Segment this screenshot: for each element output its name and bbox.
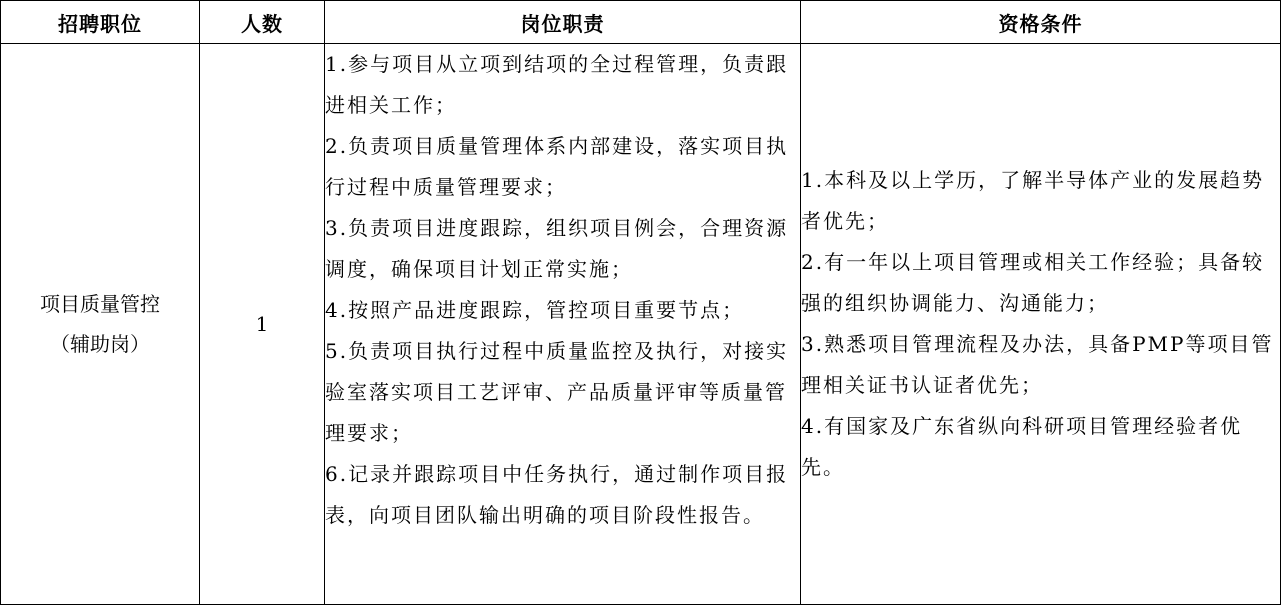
duty-item: 3.负责项目进度跟踪，组织项目例会，合理资源调度，确保项目计划正常实施； (325, 216, 789, 281)
position-subtitle: （辅助岗） (50, 332, 150, 356)
qualification-item: 3.熟悉项目管理流程及办法，具备PMP等项目管理相关证书认证者优先； (801, 332, 1274, 397)
header-count: 人数 (200, 1, 325, 44)
table-row (1, 44, 1281, 605)
qualification-item: 4.有国家及广东省纵向科研项目管理经验者优先。 (801, 414, 1243, 479)
qualification-item: 2.有一年以上项目管理或相关工作经验；具备较强的组织协调能力、沟通能力； (801, 250, 1265, 315)
position-cell (1, 44, 200, 605)
duty-item: 2.负责项目质量管理体系内部建设，落实项目执行过程中质量管理要求； (325, 134, 789, 199)
count-cell: 1 (200, 44, 325, 605)
duty-item: 4.按照产品进度跟踪，管控项目重要节点； (325, 298, 745, 322)
header-position: 招聘职位 (1, 1, 200, 44)
table-body (1, 44, 1281, 605)
table-header (1, 1, 1281, 44)
duties-cell (325, 44, 801, 605)
position-title: 项目质量管控 (40, 292, 160, 316)
qualification-item: 1.本科及以上学历，了解半导体产业的发展趋势者优先； (801, 168, 1265, 233)
header-duties: 岗位职责 (325, 1, 801, 44)
qualifications-cell (801, 44, 1281, 605)
header-qualifications: 资格条件 (801, 1, 1281, 44)
duty-item: 1.参与项目从立项到结项的全过程管理，负责跟进相关工作； (325, 52, 789, 117)
duty-item: 5.负责项目执行过程中质量监控及执行，对接实验室落实项目工艺评审、产品质量评审等质量管理要求； (325, 339, 789, 445)
header-row (1, 1, 1281, 44)
duty-item: 6.记录并跟踪项目中任务执行，通过制作项目报表，向项目团队输出明确的项目阶段性报告。 (325, 462, 789, 527)
